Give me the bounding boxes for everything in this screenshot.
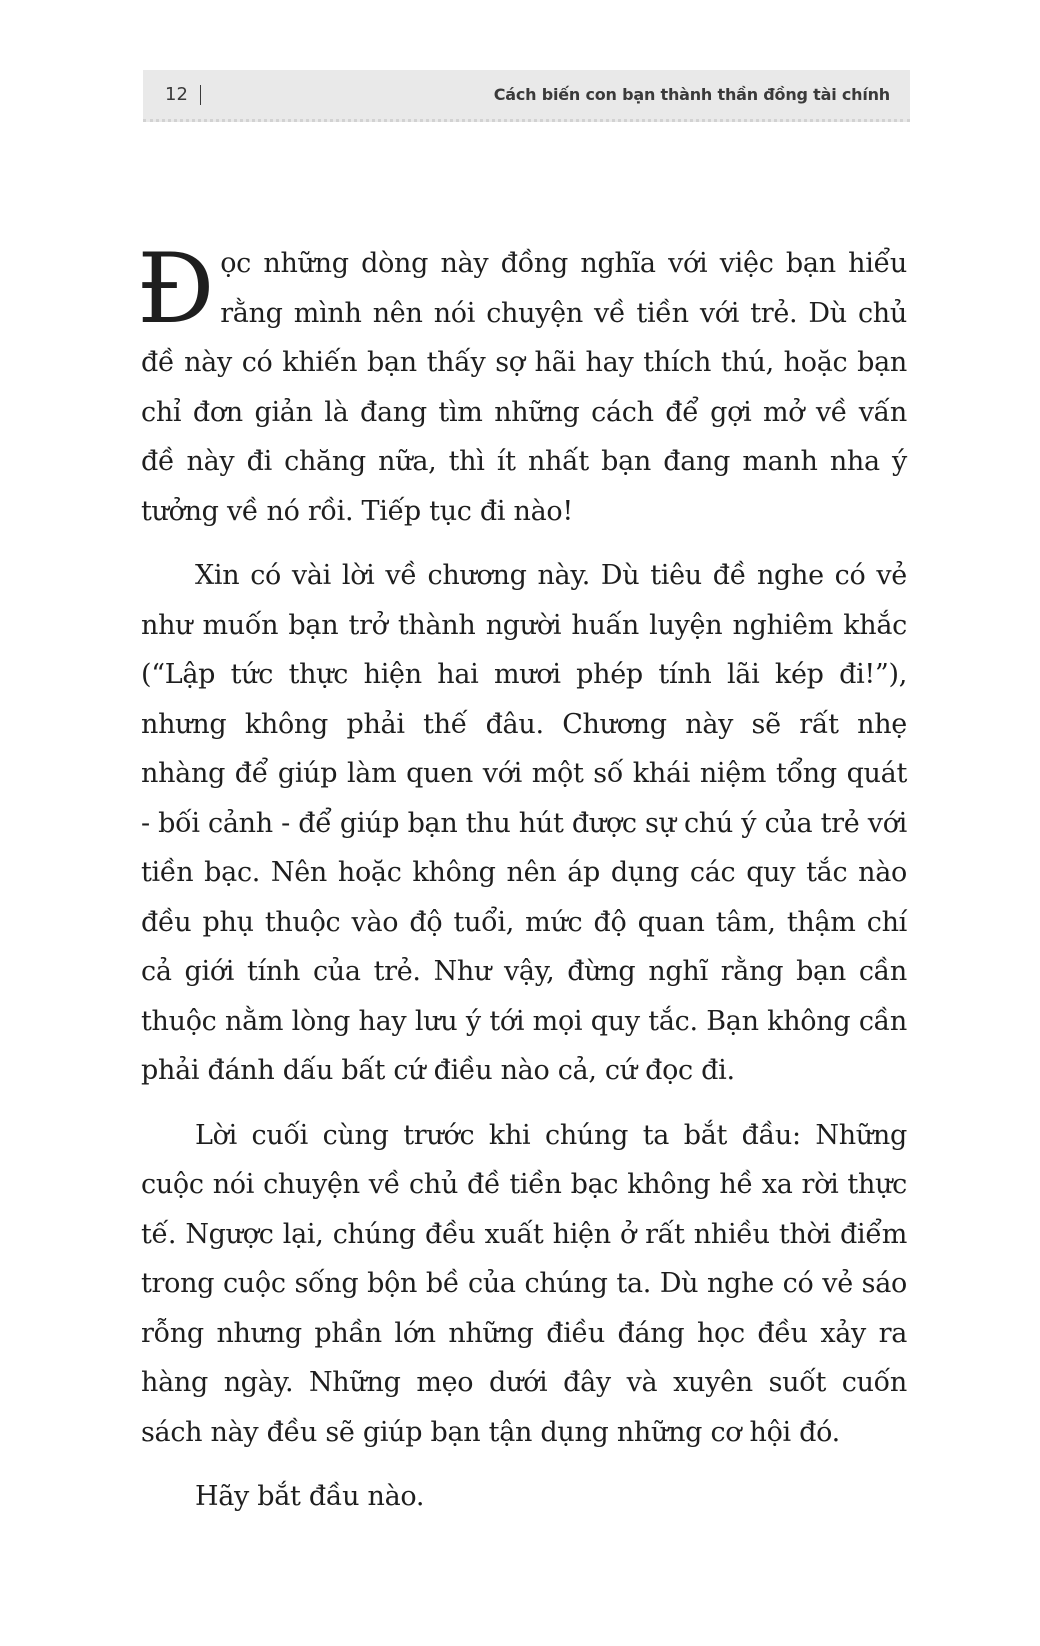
drop-cap: Đ [137, 233, 215, 345]
header-separator [200, 85, 201, 105]
paragraph-2: Xin có vài lời về chương này. Dù tiêu đề nghe có vẻ như muốn bạn trở thành người huấn luyện nghiêm khắc (“Lập tức thực hiện hai mươi phép tính lãi kép đi!”), nhưng không phải thế đâu. Chương này sẽ rất nhẹ nhàng để giúp làm quen với một số khái niệm tổng quát - bối cảnh - để giúp bạn thu hút được sự chú ý của trẻ với tiền bạc. Nên hoặc không nên áp dụng các quy tắc nào đều phụ thuộc vào độ tuổi, mức độ quan tâm, thậm chí cả giới tính của trẻ. Như vậy, đừng nghĩ rằng bạn cần thuộc nằm lòng hay lưu ý tới mọi quy tắc. Bạn không cần phải đánh dấu bất cứ điều nào cả, cứ đọc đi. [141, 560, 907, 1086]
paragraph-4: Hãy bắt đầu nào. [195, 1481, 425, 1512]
paragraph-3: Lời cuối cùng trước khi chúng ta bắt đầu: Những cuộc nói chuyện về chủ đề tiền bạc không hề xa rời thực tế. Ngược lại, chúng đều xuất hiện ở rất nhiều thời điểm trong cuộc sống bộn bề của chúng ta. Dù nghe có vẻ sáo rỗng nhưng phần lớn những điều đáng học đều xảy ra hàng ngày. Những mẹo dưới đây và xuyên suốt cuốn sách này đều sẽ giúp bạn tận dụng những cơ hội đó. [141, 1119, 907, 1448]
page-number: 12 [165, 84, 188, 105]
chapter-body [137, 233, 907, 1537]
page-number-group [165, 84, 201, 105]
paragraph-1-text: ọc những dòng này đồng nghĩa với việc bạn hiểu rằng mình nên nói chuyện về tiền với trẻ. Dù chủ đề này có khiến bạn thấy sợ hãi hay thích thú, hoặc bạn chỉ đơn giản là đang tìm những cách để gợi mở về vấn đề này đi chăng nữa, thì ít nhất bạn đang manh nha ý tưởng về nó rồi. Tiếp tục đi nào! [141, 248, 907, 527]
running-book-title: Cách biến con bạn thành thần đồng tài chính [493, 85, 890, 104]
running-header [143, 70, 910, 122]
paragraph-1 [137, 233, 907, 536]
